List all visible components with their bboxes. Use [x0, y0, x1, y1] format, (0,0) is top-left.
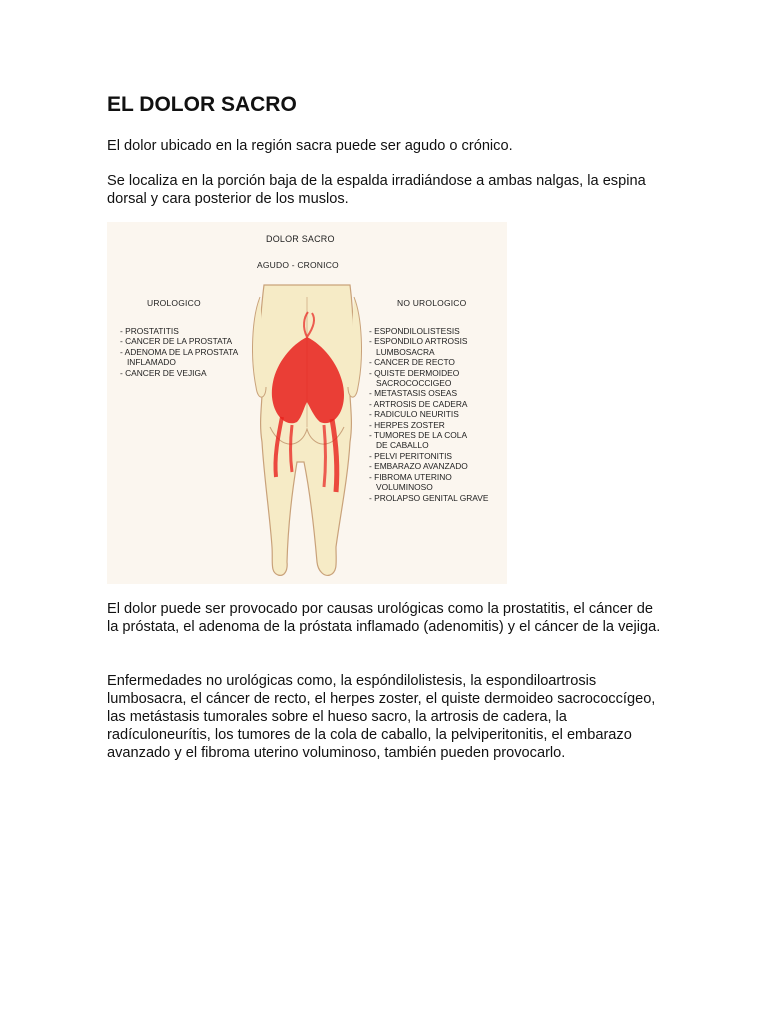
non-urologic-list: [369, 326, 488, 503]
list-item: - HERPES ZOSTER: [369, 419, 445, 430]
figure-title: DOLOR SACRO: [266, 234, 335, 244]
list-item: - RADICULO NEURITIS: [369, 409, 459, 420]
urologic-list: [120, 326, 238, 378]
location-paragraph: Se localiza en la porción baja de la espalda irradiándose a ambas nalgas, la espina dorsal y cara posterior de los muslos.: [107, 173, 646, 207]
list-item: - ESPONDILO ARTROSIS: [369, 336, 468, 347]
list-item: - PROLAPSO GENITAL GRAVE: [369, 492, 489, 503]
list-item: - CANCER DE VEJIGA: [120, 367, 207, 378]
list-item: - CANCER DE RECTO: [369, 357, 455, 368]
non-urologic-heading: NO UROLOGICO: [397, 298, 467, 308]
list-item: - TUMORES DE LA COLA: [369, 430, 468, 441]
list-item: - EMBARAZO AVANZADO: [369, 461, 468, 472]
list-item: - QUISTE DERMOIDEO: [369, 367, 460, 378]
sacral-pain-illustration: [107, 222, 507, 584]
list-item: SACROCOCCIGEO: [369, 378, 452, 389]
document-page: [107, 92, 667, 761]
list-item: - ARTROSIS DE CADERA: [369, 398, 468, 409]
body-back-drawing: [252, 277, 362, 582]
body-outline: [253, 285, 362, 575]
intro-paragraph: El dolor ubicado en la región sacra puede ser agudo o crónico.: [107, 138, 513, 154]
page-title: EL DOLOR SACRO: [107, 93, 297, 116]
list-item: - ADENOMA DE LA PROSTATA: [120, 346, 239, 357]
urologic-heading: UROLOGICO: [147, 298, 201, 308]
list-item: - METASTASIS OSEAS: [369, 388, 458, 399]
list-item: DE CABALLO: [369, 440, 429, 451]
list-item: - FIBROMA UTERINO: [369, 471, 452, 482]
non-urologic-causes-paragraph: Enfermedades no urológicas como, la espóndilolistesis, la espondiloartrosis lumbosacra, el cáncer de recto, el herpes zoster, el quiste dermoideo sacrococcígeo, las metástasis tumorales sobre el hueso sacro, la artrosis de cadera, la radículoneurítis, los tumores de la cola de caballo, la pelviperitonitis, el embarazo avanzado y el fibroma uterino voluminoso, también pueden provocarlo.: [107, 673, 656, 761]
list-item: - PELVI PERITONITIS: [369, 450, 452, 461]
list-item: - CANCER DE LA PROSTATA: [120, 336, 233, 347]
urologic-causes-paragraph: El dolor puede ser provocado por causas urológicas como la prostatitis, el cáncer de la próstata, el adenoma de la próstata inflamado (adenomitis) y el cáncer de la vejiga.: [107, 601, 661, 635]
list-item: - PROSTATITIS: [120, 326, 179, 336]
list-item: INFLAMADO: [120, 357, 176, 368]
list-item: VOLUMINOSO: [369, 482, 433, 493]
list-item: LUMBOSACRA: [369, 346, 435, 357]
figure-subtitle: AGUDO - CRONICO: [257, 260, 339, 270]
list-item: - ESPONDILOLISTESIS: [369, 326, 460, 336]
